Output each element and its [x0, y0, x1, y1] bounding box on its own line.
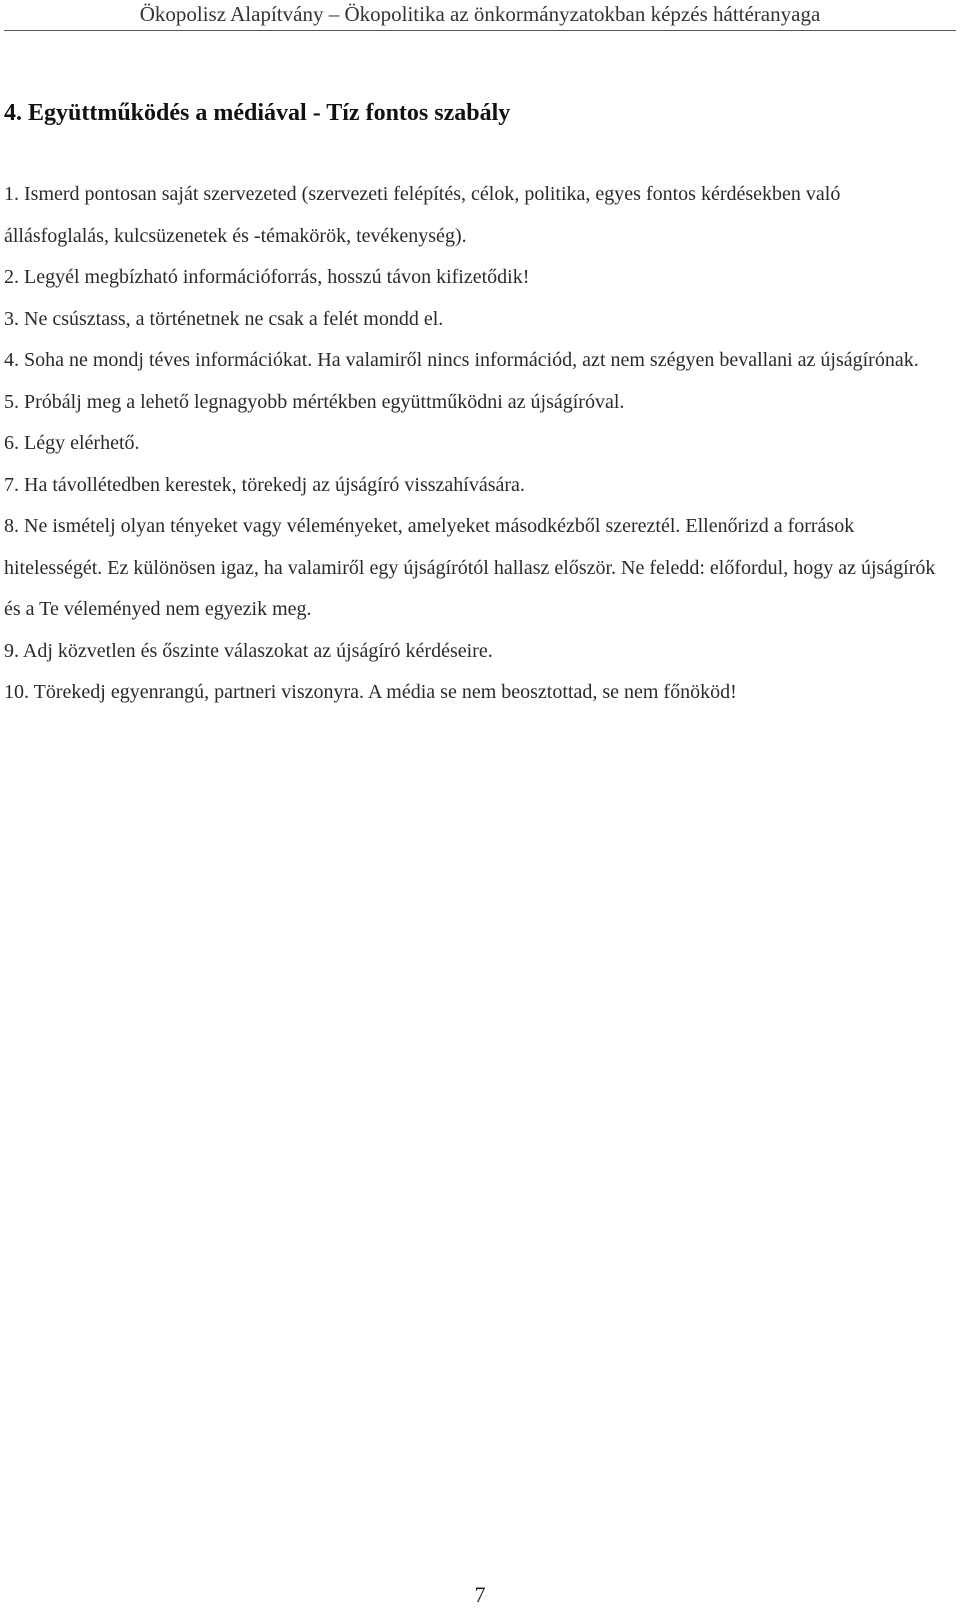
page-number: 7: [474, 1582, 486, 1607]
rule-item: 6. Légy elérhető.: [4, 432, 140, 454]
rule-item: 8. Ne ismételj olyan tényeket vagy véleményeket, amelyeket másodkézből szereztél. Ellenőrizd a források hitelességét. Ez különösen igaz, ha valamiről egy újságírótól hallasz először. Ne feledd: előfordul, hogy az újságírók és a Te véleményed nem egyezik meg.: [4, 515, 936, 620]
rule-item: 7. Ha távollétedben kerestek, törekedj az újságíró visszahívására.: [4, 473, 525, 496]
rule-item: 5. Próbálj meg a lehető legnagyobb mértékben együttműködni az újságíróval.: [4, 390, 625, 413]
section-title: 4. Együttműködés a médiával - Tíz fontos szabály: [4, 100, 511, 126]
rule-item: 4. Soha ne mondj téves információkat. Ha valamiről nincs információd, azt nem szégyen bevallani az újságírónak.: [4, 349, 919, 371]
rule-item: 1. Ismerd pontosan saját szervezeted (szervezeti felépítés, célok, politika, egyes fontos kérdésekben való állásfoglalás, kulcsüzenetek és -témakörök, tevékenység).: [4, 183, 841, 247]
header-divider: [4, 30, 956, 31]
rule-item: 10. Törekedj egyenrangú, partneri viszonyra. A média se nem beosztottad, se nem főnököd!: [4, 681, 737, 703]
rule-item: 9. Adj közvetlen és őszinte válaszokat az újságíró kérdéseire.: [4, 639, 493, 662]
rule-item: 3. Ne csúsztass, a történetnek ne csak a felét mondd el.: [4, 307, 444, 330]
rules-list: [4, 174, 944, 714]
running-header: Ökopolisz Alapítvány – Ökopolitika az önkormányzatokban képzés háttéranyaga: [139, 2, 821, 26]
rule-item: 2. Legyél megbízható információforrás, hosszú távon kifizetődik!: [4, 266, 530, 288]
